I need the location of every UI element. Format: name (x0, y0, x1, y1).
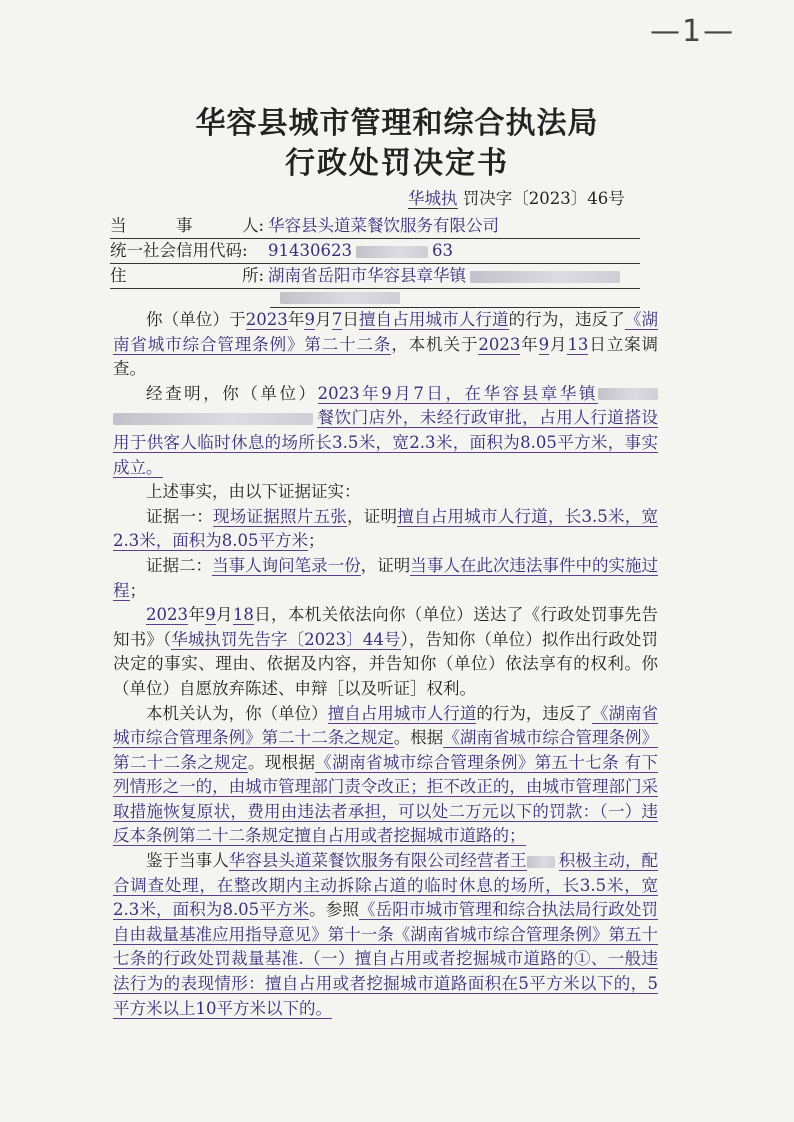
paragraph-legal-basis: 本机关认为，你（单位）擅自占用城市人行道的行为，违反了《湖南省城市综合管理条例》第二十二条之规定。根据《湖南省城市综合管理条例》第二十二条之规定。现根据《湖南省城市综合管理条例》第五十七条 有下列情形之一的，由城市管理部门责令改正；拒不改正的，由城市管理部门采取措施恢复原状，费用由违法者承担，可以处二万元以下的罚款：（一）违反本条例第二十二条规定擅自占用或者挖掘城市道路的； (113, 703, 659, 846)
paragraph-evidence-intro: 上述事实，由以下证据证实： (146, 482, 361, 502)
party-row (110, 214, 640, 239)
redaction-mark (113, 413, 313, 425)
address-value: 湖南省岳阳市华容县章华镇 (268, 266, 466, 285)
document-number (408, 185, 625, 209)
document-number-prefix: 华城执 (408, 189, 458, 208)
paragraph-discretion: 鉴于当事人华容县头道菜餐饮服务有限公司经营者王 积极主动，配合调查处理，在整改期内主动拆除占道的临时休息的场所，长3.5米，宽2.3米，面积为8.05平方米。参照《岳阳市城市管理和综合执法局行政处罚自由裁量基准应用指导意见》第十一条《湖南省城市综合管理条例》第五十七条的行政处罚裁量基准.（一）擅自占用或者挖掘城市道路的①、一般违法行为的表现情形：擅自占用或者挖掘城市道路面积在5平方米以下的，5平方米以上10平方米以下的。 (113, 851, 659, 1018)
document-type-title: 行政处罚决定书 (285, 146, 509, 181)
redaction-mark (280, 292, 400, 304)
decision-body (113, 308, 658, 1021)
party-value: 华容县头道菜餐饮服务有限公司 (268, 216, 499, 235)
credit-code-prefix: 91430623 (268, 241, 352, 260)
paragraph-evidence-2: 证据二：当事人询问笔录一份，证明当事人在此次违法事件中的实施过程； (113, 555, 659, 600)
address-label: 住 所: (110, 266, 265, 285)
paragraph-case-filing: 你（单位）于2023年9月7日擅自占用城市人行道的行为，违反了《湖南省城市综合管理条例》第二十二条，本机关于2023年9月13日立案调查。 (113, 310, 659, 379)
agency-title: 华容县城市管理和综合执法局 (195, 106, 599, 141)
address-continuation-line (270, 287, 640, 308)
redaction-mark (598, 388, 658, 400)
credit-code-row (110, 239, 640, 264)
document-number-rest: 罚决字〔2023〕46号 (462, 189, 625, 208)
page-number-mark: —1— (650, 14, 736, 49)
paragraph-evidence-1: 证据一：现场证据照片五张，证明擅自占用城市人行道，长3.5米，宽2.3米，面积为8.05平方米； (113, 506, 658, 551)
paragraph-notice-served: 2023年9月18日，本机关依法向你（单位）送达了《行政处罚事先告知书》（华城执罚先告字〔2023〕44号），告知你（单位）拟作出行政处罚决定的事实、理由、依据及内容，并告知你（单位）依法享有的权利。你（单位）自愿放弃陈述、申辩［以及听证］权利。 (113, 605, 659, 698)
redaction-mark (470, 271, 620, 283)
address-row (110, 264, 640, 289)
credit-code-suffix: 63 (431, 241, 453, 260)
redaction-mark (527, 856, 555, 868)
paragraph-facts: 经查明，你（单位）2023年9月7日，在华容县章华镇餐饮门店外，未经行政审批，占用人行道搭设用于供客人临时休息的场所长3.5米，宽2.3米，面积为8.05平方米，事实成立。 (113, 383, 658, 477)
party-label: 当 事 人: (110, 216, 265, 235)
credit-code-label: 统一社会信用代码: (110, 241, 248, 260)
redaction-mark (356, 246, 428, 258)
